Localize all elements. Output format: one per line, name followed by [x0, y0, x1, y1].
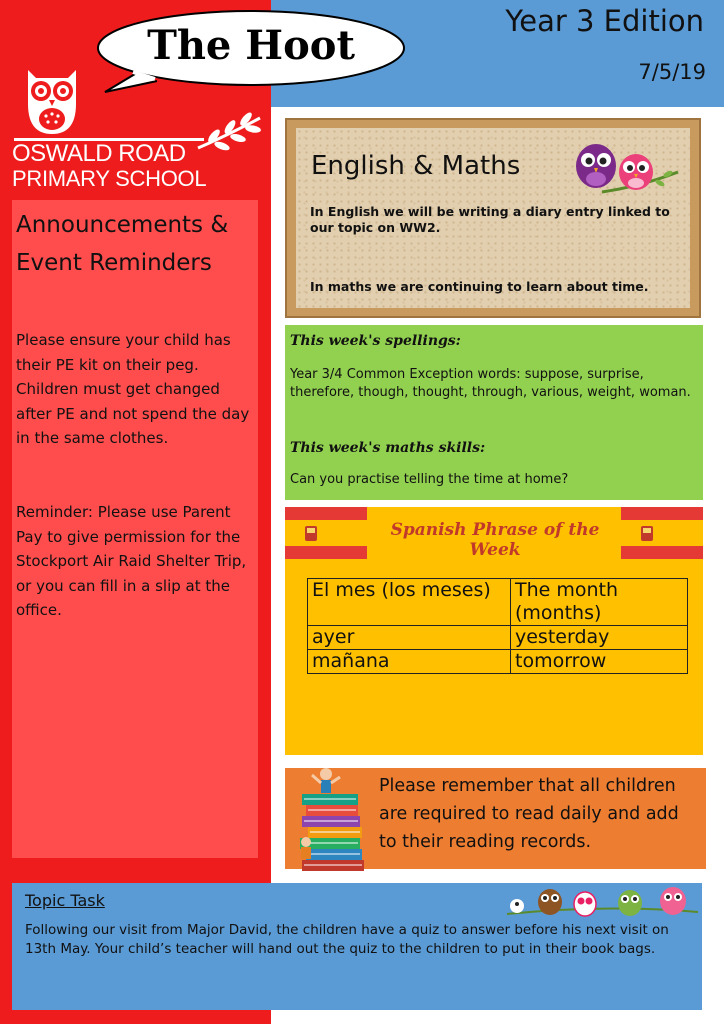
school-name-line2: PRIMARY SCHOOL	[12, 166, 207, 191]
branch-icon	[196, 112, 262, 152]
spellings-heading: This week's spellings:	[290, 333, 461, 349]
maths-skills-heading: This week's maths skills:	[290, 440, 486, 456]
edition-label: Year 3 Edition	[505, 4, 704, 38]
english-word: yesterday	[511, 626, 688, 650]
book-stack-icon	[292, 762, 374, 874]
spanish-word: ayer	[308, 626, 511, 650]
table-row	[308, 650, 688, 674]
school-name-line1: OSWALD ROAD	[12, 140, 186, 167]
issue-date: 7/5/19	[638, 60, 706, 84]
spellings-text: Year 3/4 Common Exception words: suppose, surprise, therefore, though, thought, through, various, weight, woman.	[290, 367, 691, 400]
topic-task-heading: Topic Task	[25, 891, 105, 910]
spanish-word: mañana	[308, 650, 511, 674]
announcement-pe-kit: Please ensure your child has their PE kit on their peg. Children must get changed after PE and not spend the day in the same clothes.	[16, 331, 250, 447]
newsletter-title: The Hoot	[147, 22, 355, 69]
announcements-title: Announcements & Event Reminders	[16, 212, 229, 276]
maths-skills-text: Can you practise telling the time at home?	[290, 472, 569, 487]
spanish-heading: Spanish Phrase of the Week	[390, 520, 600, 560]
two-owls-icon	[572, 136, 682, 202]
spain-flag-icon	[285, 507, 367, 559]
maths-text: In maths we are continuing to learn about time.	[310, 279, 649, 294]
spain-flag-icon	[621, 507, 703, 559]
spanish-vocabulary-table	[307, 578, 688, 674]
table-row	[308, 626, 688, 650]
table-row	[308, 579, 688, 626]
reading-reminder-text: Please remember that all children are required to read daily and add to their reading records.	[379, 776, 679, 852]
topic-task-text: Following our visit from Major David, the children have a quiz to answer before his next visit on 13th May. Your child’s teacher will hand out the quiz to the children to put in their book bags.	[25, 922, 669, 957]
english-word: tomorrow	[511, 650, 688, 674]
english-text: In English we will be writing a diary entry linked to our topic on WW2.	[310, 204, 670, 235]
english-maths-title: English & Maths	[311, 151, 521, 181]
spanish-word: El mes (los meses)	[308, 579, 511, 626]
announcement-trip-reminder: Reminder: Please use Parent Pay to give permission for the Stockport Air Raid Shelter Trip, or you can fill in a slip at the office.	[16, 503, 247, 619]
owl-logo-icon	[20, 64, 84, 136]
owl-row-icon	[505, 882, 700, 922]
english-word: The month (months)	[511, 579, 688, 626]
